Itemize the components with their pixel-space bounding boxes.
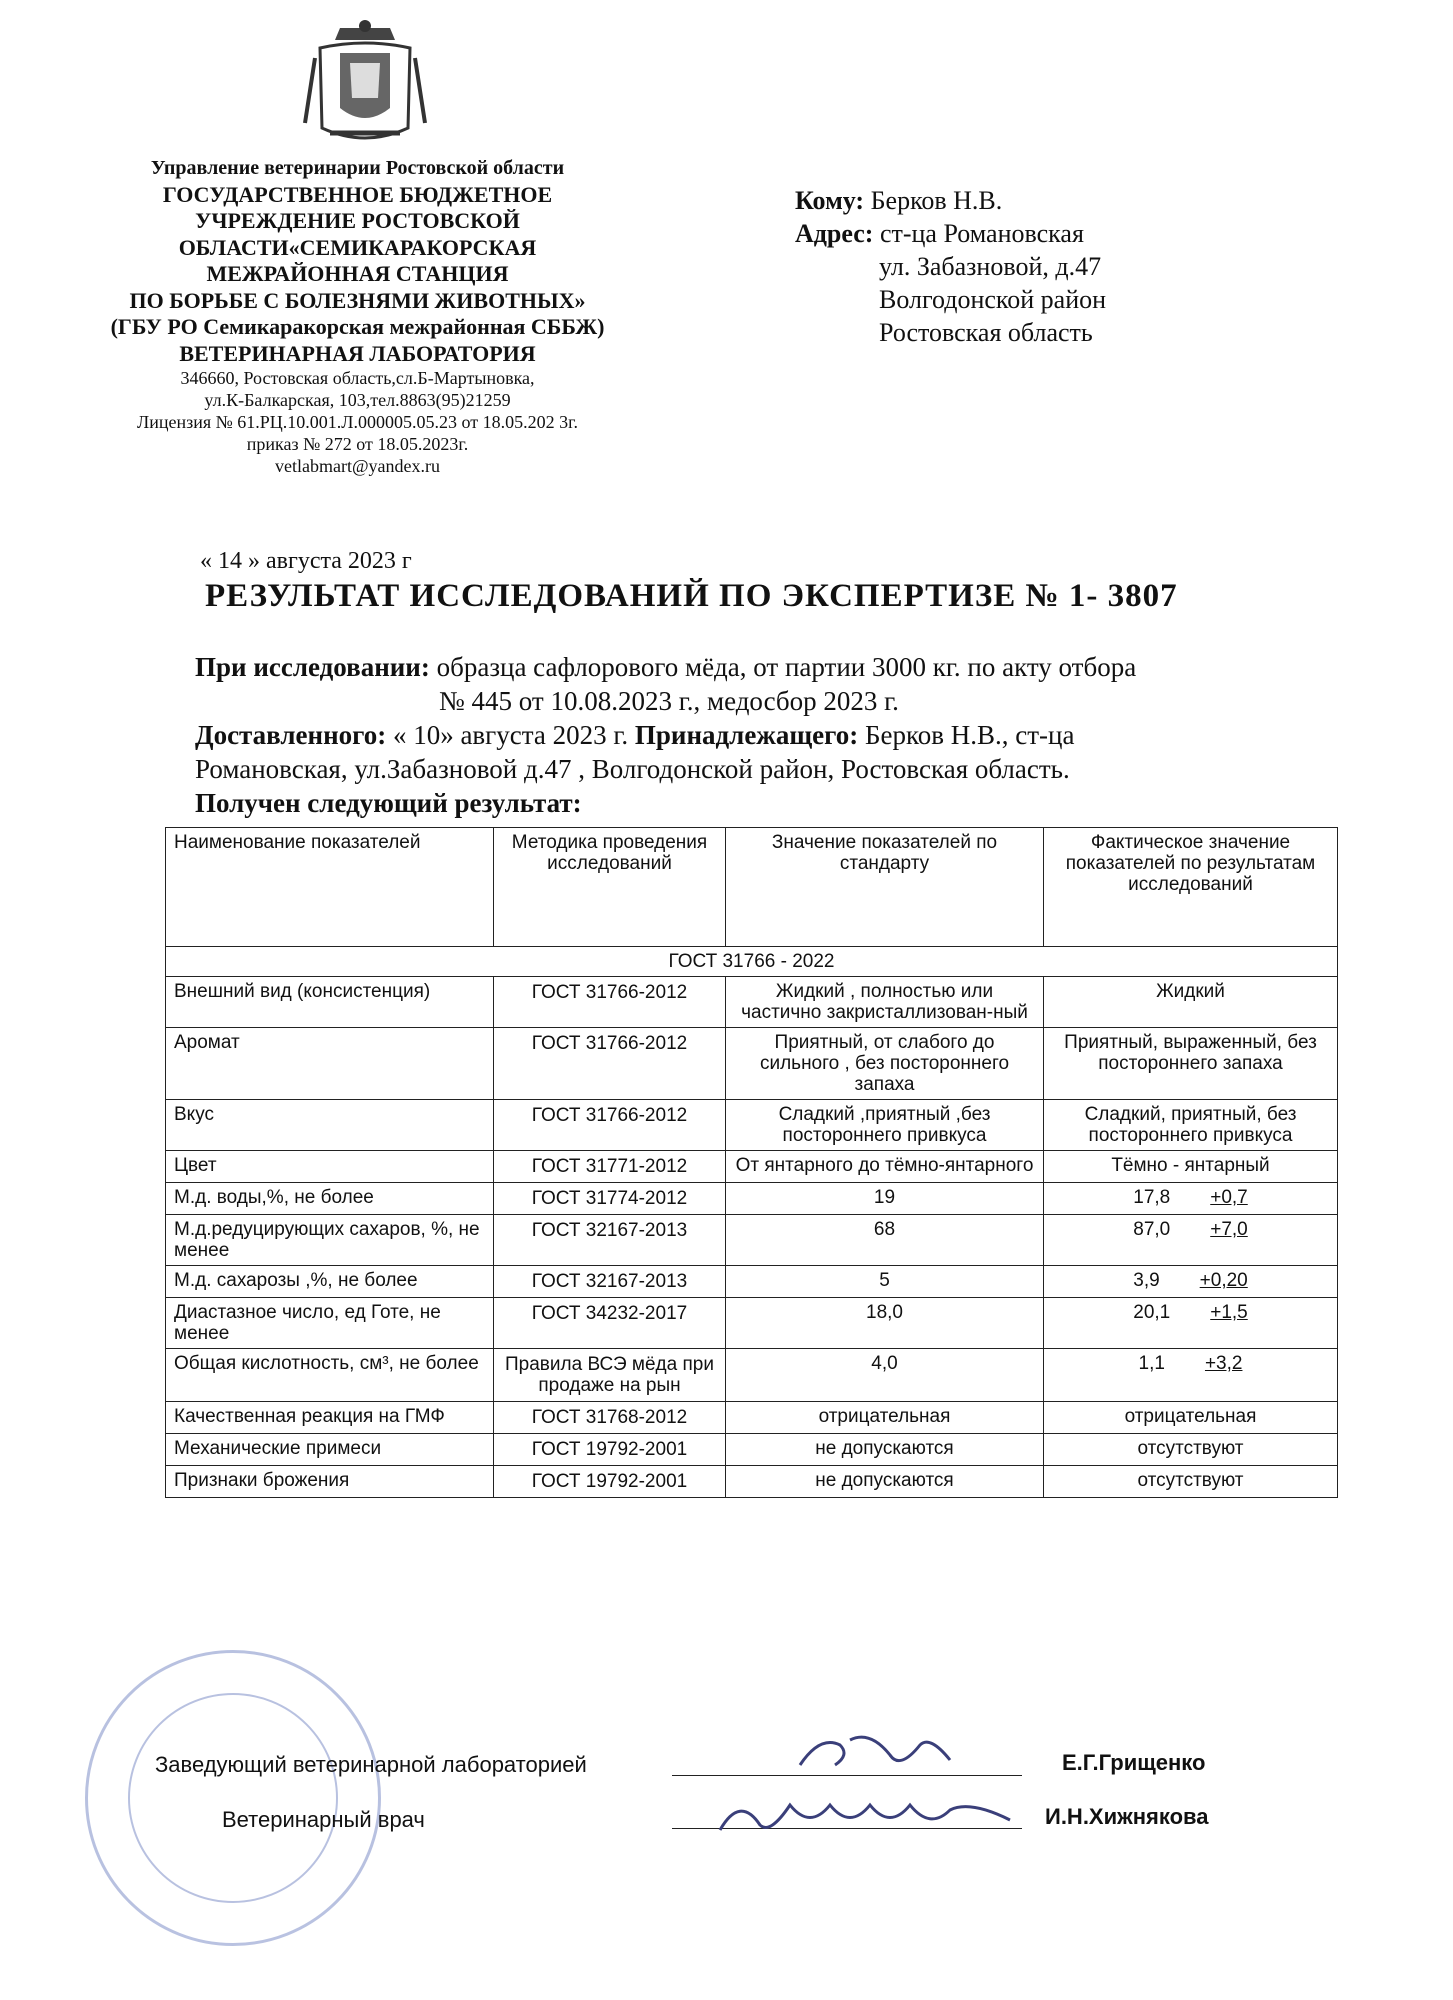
cell-method: ГОСТ 31774-2012	[494, 1183, 726, 1215]
section-label: ГОСТ 31766 - 2022	[166, 947, 1338, 977]
order-line: приказ № 272 от 18.05.2023г.	[246, 434, 469, 454]
org-line: Управление ветеринарии Ростовской области	[150, 157, 565, 179]
delivered-label: Доставленного:	[195, 720, 387, 750]
column-header: Наименование показателей	[166, 828, 494, 947]
cell-standard-value: не допускаются	[726, 1434, 1044, 1466]
signature-role-head: Заведующий ветеринарной лабораторией	[155, 1752, 587, 1777]
org-line: ПО БОРЬБЕ С БОЛЕЗНЯМИ ЖИВОТНЫХ»	[129, 287, 586, 313]
cell-method: ГОСТ 31766-2012	[494, 1100, 726, 1151]
cell-standard-value: Сладкий ,приятный ,без постороннего привкуса	[726, 1100, 1044, 1151]
cell-indicator-name: М.д. сахарозы ,%, не более	[166, 1266, 494, 1298]
cell-standard-value: Приятный, от слабого до сильного , без постороннего запаха	[726, 1028, 1044, 1100]
organization-header	[80, 155, 635, 477]
column-header: Фактическое значение показателей по результатам исследований	[1044, 828, 1338, 947]
tolerance-value: +0,20	[1199, 1270, 1248, 1291]
coat-of-arms-emblem	[300, 18, 430, 150]
study-label: При исследовании:	[195, 652, 430, 682]
table-row	[166, 1215, 1338, 1266]
cell-standard-value: отрицательная	[726, 1402, 1044, 1434]
cell-standard-value: Жидкий , полностью или частично закристаллизован-ный	[726, 977, 1044, 1028]
signature-khizhnyakova	[710, 1790, 1030, 1840]
owner-text: Берков Н.В., ст-ца	[858, 720, 1075, 750]
actual-value: 87,0	[1133, 1219, 1171, 1240]
actual-value: Сладкий, приятный, без постороннего привкуса	[1084, 1104, 1297, 1146]
cell-indicator-name: Диастазное число, ед Готе, не менее	[166, 1298, 494, 1349]
signer-name-vet: И.Н.Хижнякова	[1045, 1804, 1209, 1829]
actual-value: отрицательная	[1124, 1406, 1257, 1427]
cell-actual-value	[1044, 1466, 1338, 1498]
signer-name-head: Е.Г.Грищенко	[1062, 1750, 1206, 1775]
cell-method: ГОСТ 31766-2012	[494, 1028, 726, 1100]
cell-method: ГОСТ 19792-2001	[494, 1434, 726, 1466]
org-line: УЧРЕЖДЕНИЕ РОСТОВСКОЙ	[195, 208, 520, 233]
cell-method: ГОСТ 32167-2013	[494, 1266, 726, 1298]
actual-value: Тёмно - янтарный	[1111, 1155, 1270, 1176]
owner-label: Принадлежащего:	[634, 720, 859, 750]
cell-indicator-name: Аромат	[166, 1028, 494, 1100]
cell-method: ГОСТ 32167-2013	[494, 1215, 726, 1266]
table-row	[166, 1266, 1338, 1298]
cell-indicator-name: Качественная реакция на ГМФ	[166, 1402, 494, 1434]
actual-value: 20,1	[1133, 1302, 1171, 1323]
table-row	[166, 1100, 1338, 1151]
cell-indicator-name: Общая кислотность, см³, не более	[166, 1349, 494, 1402]
tolerance-value: +7,0	[1210, 1219, 1248, 1240]
email-line: vetlabmart@yandex.ru	[274, 456, 440, 476]
table-row	[166, 1298, 1338, 1349]
table-row	[166, 977, 1338, 1028]
license-line: Лицензия № 61.РЦ.10.001.Л.000005.05.23 от 18.05.202 3г.	[137, 412, 578, 432]
cell-standard-value: 18,0	[726, 1298, 1044, 1349]
address-line: ул.К-Балкарская, 103,тел.8863(95)21259	[204, 390, 511, 410]
org-line: ОБЛАСТИ«СЕМИКАРАКОРСКАЯ	[178, 234, 537, 260]
owner-cont: Романовская, ул.Забазновой д.47 , Волгодонской район, Ростовская область.	[195, 754, 1070, 784]
actual-value: отсутствуют	[1137, 1470, 1244, 1491]
cell-actual-value	[1044, 977, 1338, 1028]
signature-grishchenko	[780, 1725, 980, 1775]
tolerance-value: +1,5	[1210, 1302, 1248, 1323]
table-row	[166, 1028, 1338, 1100]
table-header-row	[166, 828, 1338, 947]
cell-standard-value: 19	[726, 1183, 1044, 1215]
cell-indicator-name: Внешний вид (консистенция)	[166, 977, 494, 1028]
cell-standard-value: От янтарного до тёмно-янтарного	[726, 1151, 1044, 1183]
cell-indicator-name: М.д. воды,%, не более	[166, 1183, 494, 1215]
result-label: Получен следующий результат:	[195, 788, 582, 818]
addressee-block	[795, 184, 1106, 349]
cell-actual-value	[1044, 1028, 1338, 1100]
signature-line	[672, 1775, 1022, 1776]
document-date: « 14 » августа 2023 г	[200, 548, 412, 574]
cell-actual-value	[1044, 1151, 1338, 1183]
cell-indicator-name: Вкус	[166, 1100, 494, 1151]
address-line: 346660, Ростовская область,сл.Б-Мартыновка,	[180, 368, 535, 388]
cell-indicator-name: Цвет	[166, 1151, 494, 1183]
table-row	[166, 1349, 1338, 1402]
cell-actual-value	[1044, 1434, 1338, 1466]
cell-actual-value	[1044, 1402, 1338, 1434]
actual-value: 1,1	[1138, 1353, 1165, 1374]
cell-actual-value	[1044, 1183, 1338, 1215]
table-row	[166, 1183, 1338, 1215]
address-line: ст-ца Романовская	[879, 219, 1084, 248]
table-row	[166, 1434, 1338, 1466]
org-line: ВЕТЕРИНАРНАЯ ЛАБОРАТОРИЯ	[179, 340, 536, 366]
address-line: ул. Забазновой, д.47	[879, 252, 1102, 281]
address-line: Ростовская область	[879, 318, 1093, 347]
cell-standard-value: 4,0	[726, 1349, 1044, 1402]
cell-method: Правила ВСЭ мёда при продаже на рын	[494, 1349, 726, 1402]
cell-actual-value	[1044, 1298, 1338, 1349]
address-line: Волгодонской район	[879, 285, 1107, 314]
actual-value: отсутствуют	[1137, 1438, 1244, 1459]
cell-actual-value	[1044, 1215, 1338, 1266]
address-label: Адрес:	[795, 219, 874, 248]
to-label: Кому:	[795, 186, 865, 215]
column-header: Методика проведения исследований	[494, 828, 726, 947]
cell-indicator-name: М.д.редуцирующих сахаров, %, не менее	[166, 1215, 494, 1266]
cell-method: ГОСТ 31768-2012	[494, 1402, 726, 1434]
to-value: Берков Н.В.	[870, 186, 1003, 215]
cell-standard-value: не допускаются	[726, 1466, 1044, 1498]
tolerance-value: +0,7	[1210, 1187, 1248, 1208]
table-section-row	[166, 947, 1338, 977]
stamp-inner-ring	[128, 1693, 338, 1903]
org-line: МЕЖРАЙОННАЯ СТАНЦИЯ	[206, 261, 509, 286]
table-row	[166, 1151, 1338, 1183]
cell-method: ГОСТ 31766-2012	[494, 977, 726, 1028]
signature-role-vet: Ветеринарный врач	[222, 1807, 425, 1832]
document-title: РЕЗУЛЬТАТ ИССЛЕДОВАНИЙ ПО ЭКСПЕРТИЗЕ № 1- 3807	[205, 578, 1178, 614]
tolerance-value: +3,2	[1204, 1353, 1243, 1374]
study-text: образца сафлорового мёда, от партии 3000 кг. по акту отбора	[429, 652, 1137, 682]
delivered-text: « 10» августа 2023 г.	[386, 720, 635, 750]
actual-value: Жидкий	[1156, 981, 1225, 1002]
actual-value: 3,9	[1133, 1270, 1160, 1291]
cell-indicator-name: Признаки брожения	[166, 1466, 494, 1498]
cell-standard-value: 5	[726, 1266, 1044, 1298]
cell-actual-value	[1044, 1349, 1338, 1402]
actual-value: Приятный, выраженный, без постороннего запаха	[1064, 1032, 1317, 1074]
cell-standard-value: 68	[726, 1215, 1044, 1266]
cell-actual-value	[1044, 1100, 1338, 1151]
table-row	[166, 1466, 1338, 1498]
study-cont: № 445 от 10.08.2023 г., медосбор 2023 г.	[439, 686, 899, 716]
org-line: (ГБУ РО Семикаракорская межрайонная СББЖ)	[110, 314, 605, 339]
cell-method: ГОСТ 31771-2012	[494, 1151, 726, 1183]
column-header: Значение показателей по стандарту	[726, 828, 1044, 947]
official-stamp	[85, 1650, 381, 1946]
org-line: ГОСУДАРСТВЕННОЕ БЮДЖЕТНОЕ	[162, 181, 553, 207]
cell-method: ГОСТ 19792-2001	[494, 1466, 726, 1498]
cell-method: ГОСТ 34232-2017	[494, 1298, 726, 1349]
cell-indicator-name: Механические примеси	[166, 1434, 494, 1466]
table-row	[166, 1402, 1338, 1434]
intro-paragraph	[195, 650, 1255, 820]
results-table	[165, 827, 1338, 1498]
cell-actual-value	[1044, 1266, 1338, 1298]
actual-value: 17,8	[1133, 1187, 1171, 1208]
